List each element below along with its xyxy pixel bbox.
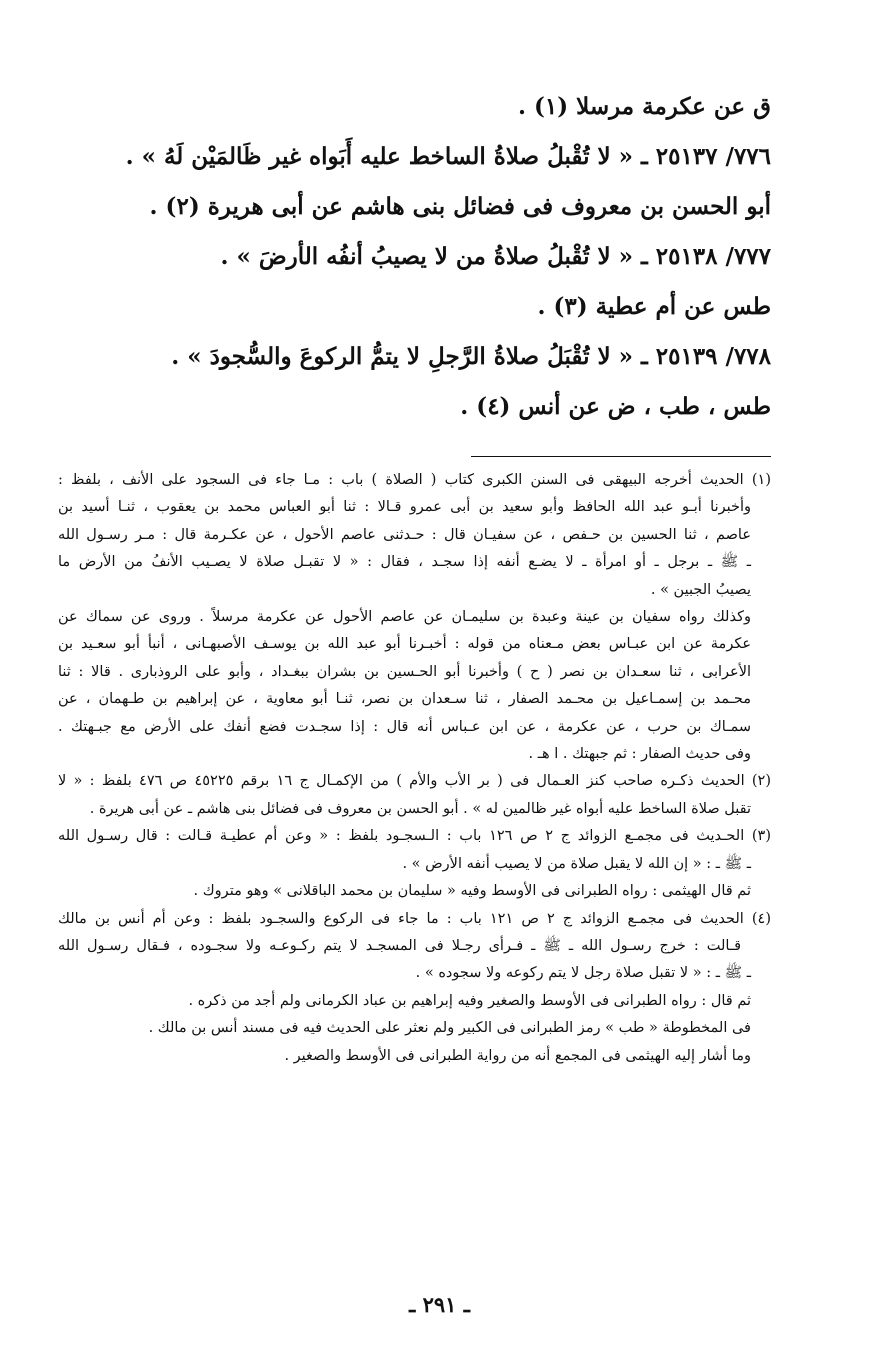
footnote-line: وما أشار إليه الهيثمى فى المجمع أنه من رواية الطبرانى فى الأوسط والصغير . [284, 1047, 751, 1064]
footnote-line: وأخبرنا أبـو عبد الله الحافظ وأبو سعيد بن أبى عمرو قـالا : ثنا أبو العباس محمد بن يعقوب ، ثنـا أسيد بن [58, 499, 751, 516]
source-line: طس ، طب ، ض عن أنس (٤) . [460, 393, 771, 420]
hadith-line: ٧٧٨/ ٢٥١٣٩ ـ « لا تُقْبَلُ صلاةُ الرَّجلِ لا يتمُّ الركوعَ والسُّجودَ » . [171, 343, 771, 370]
footnote-3 [58, 823, 771, 905]
page-number: ـ ٢٩١ ـ [409, 1292, 470, 1317]
footnote-line: قـالت : خرج رسـول الله ـ ﷺ ـ فـرأى رجـلا فى المسجـد لا يتم ركـوعـه ولا سجـوده ، فـقال رسـول الله [58, 937, 741, 954]
footnote-line: ـ ﷺ ـ : « لا تقبل صلاة رجل لا يتم ركوعه ولا سجوده » . [415, 965, 751, 982]
footnote-line: الأعرابى ، ثنا سعـدان بن نصر ( ح ) وأخبرنا أبو الحـسين بن بشران ببغـداد ، وأبو على الروذبارى . قالا : ثنا [58, 663, 751, 680]
footnote-line: ـ ﷺ ـ : « إن الله لا يقبل صلاة من لا يصيب أنفه الأرض » . [402, 855, 751, 872]
source-line: أبو الحسن بن معروف فى فضائل بنى هاشم عن أبى هريرة (٢) . [149, 193, 771, 220]
footnote-line: تقبل صلاة الساخط عليه أبواه غير ظالمين له » . أبو الحسن بن معروف فى فضائل بنى هاشم ـ عن أبى هريرة . [89, 800, 751, 817]
footnote-4 [58, 906, 771, 1070]
footnote-line: عكرمة عن ابن عبـاس بعض مـعناه من قوله : أخبـرنا أبو عبد الله بن يوسـف الأصبهـانى ، أنبأ أبو سعـيد بن [58, 636, 751, 653]
footnote-divider [471, 456, 771, 457]
footnote-line: فى المخطوطة « طب » رمز الطبرانى فى الكبير ولم نعثر على الحديث فيه فى مسند أنس بن مالك . [148, 1020, 751, 1037]
footnote-line: وفى حديث الصفار : ثم جبهتك . ا هـ . [528, 746, 751, 763]
footnote-line: ـ ﷺ ـ برجل ـ أو امرأة ـ لا يضـع أنفه إذا سجـد ، فقال : « لا تقبـل صلاة لا يصـيب الأنفُ من الأرض ما [58, 554, 751, 571]
source-line: ق عن عكرمة مرسلا (١) . [517, 93, 771, 120]
footnote-line: محـمد بن إسمـاعيل بن محـمد الصفار ، ثنا سـعدان بن نصر، ثنـا أبو معاوية ، عن إبراهيم بن طـهمان ، عن [58, 691, 751, 708]
footnote-line: ثم قال : رواه الطبرانى فى الأوسط والصغير وفيه إبراهيم بن عباد الكرمانى ولم أجد من ذكره . [188, 992, 751, 1009]
footnote-line: عاصم ، ثنا الحسين بن حـفص ، عن سفيـان قال : حـدثنى عاصم الأحول ، عن عكـرمة قال : مـر رسـول الله [58, 526, 751, 543]
footnote-line: سمـاك بن حرب ، عن عكرمة ، عن ابن عـباس أنه قال : إذا سجـدت فضع أنفك على الأرض مع جبـهتك . [58, 718, 751, 735]
footnote-1 [58, 467, 771, 768]
footnote-line: (٢) الحديث ذكـره صاحب كنز العـمال فى ( بر الأب والأم ) من الإكمـال ج ١٦ برقم ٤٥٢٢٥ ص ٤٧٦ بلفظ : « لا [58, 773, 771, 790]
footnote-2 [58, 768, 771, 823]
hadith-line: ٧٧٧/ ٢٥١٣٨ ـ « لا تُقْبلُ صلاةُ من لا يصيبُ أنفُه الأرضَ » . [220, 243, 771, 270]
footnote-line: (٣) الحـديث فى مجمـع الزوائد ج ٢ ص ١٢٦ باب : الـسجـود بلفظ : « وعن أم عطيـة قـالت : قال رسـول الله [58, 828, 771, 845]
source-line: طس عن أم عطية (٣) . [537, 293, 771, 320]
footnote-line: وكذلك رواه سفيان بن عينة وعبدة بن سليمـان عن عاصم الأحول عن عكرمة مرسلاً . وروى عن سماك عن [58, 609, 751, 626]
main-text [58, 82, 771, 432]
footnotes [58, 467, 771, 1070]
hadith-line: ٧٧٦/ ٢٥١٣٧ ـ « لا تُقْبلُ صلاةُ الساخط عليه أَبَواه غير ظَالمَيْن لَهُ » . [125, 143, 771, 170]
footnote-line: (١) الحديث أخرجه البيهقى فى السنن الكبرى كتاب ( الصلاة ) باب : مـا جاء فى السجود على الأنف ، بلفظ : [58, 472, 771, 488]
footnote-line: ثم قال الهيثمى : رواه الطبرانى فى الأوسط وفيه « سليمان بن محمد الباقلانى » وهو متروك . [193, 883, 751, 900]
footnote-line: (٤) الحديث فى مجمـع الزوائد ج ٢ ص ١٢١ باب : ما جاء فى الركوع والسجـود بلفظ : وعن أم أنس بن مالك [58, 910, 771, 927]
footnote-line: يصيبُ الجبين » . [650, 581, 751, 598]
